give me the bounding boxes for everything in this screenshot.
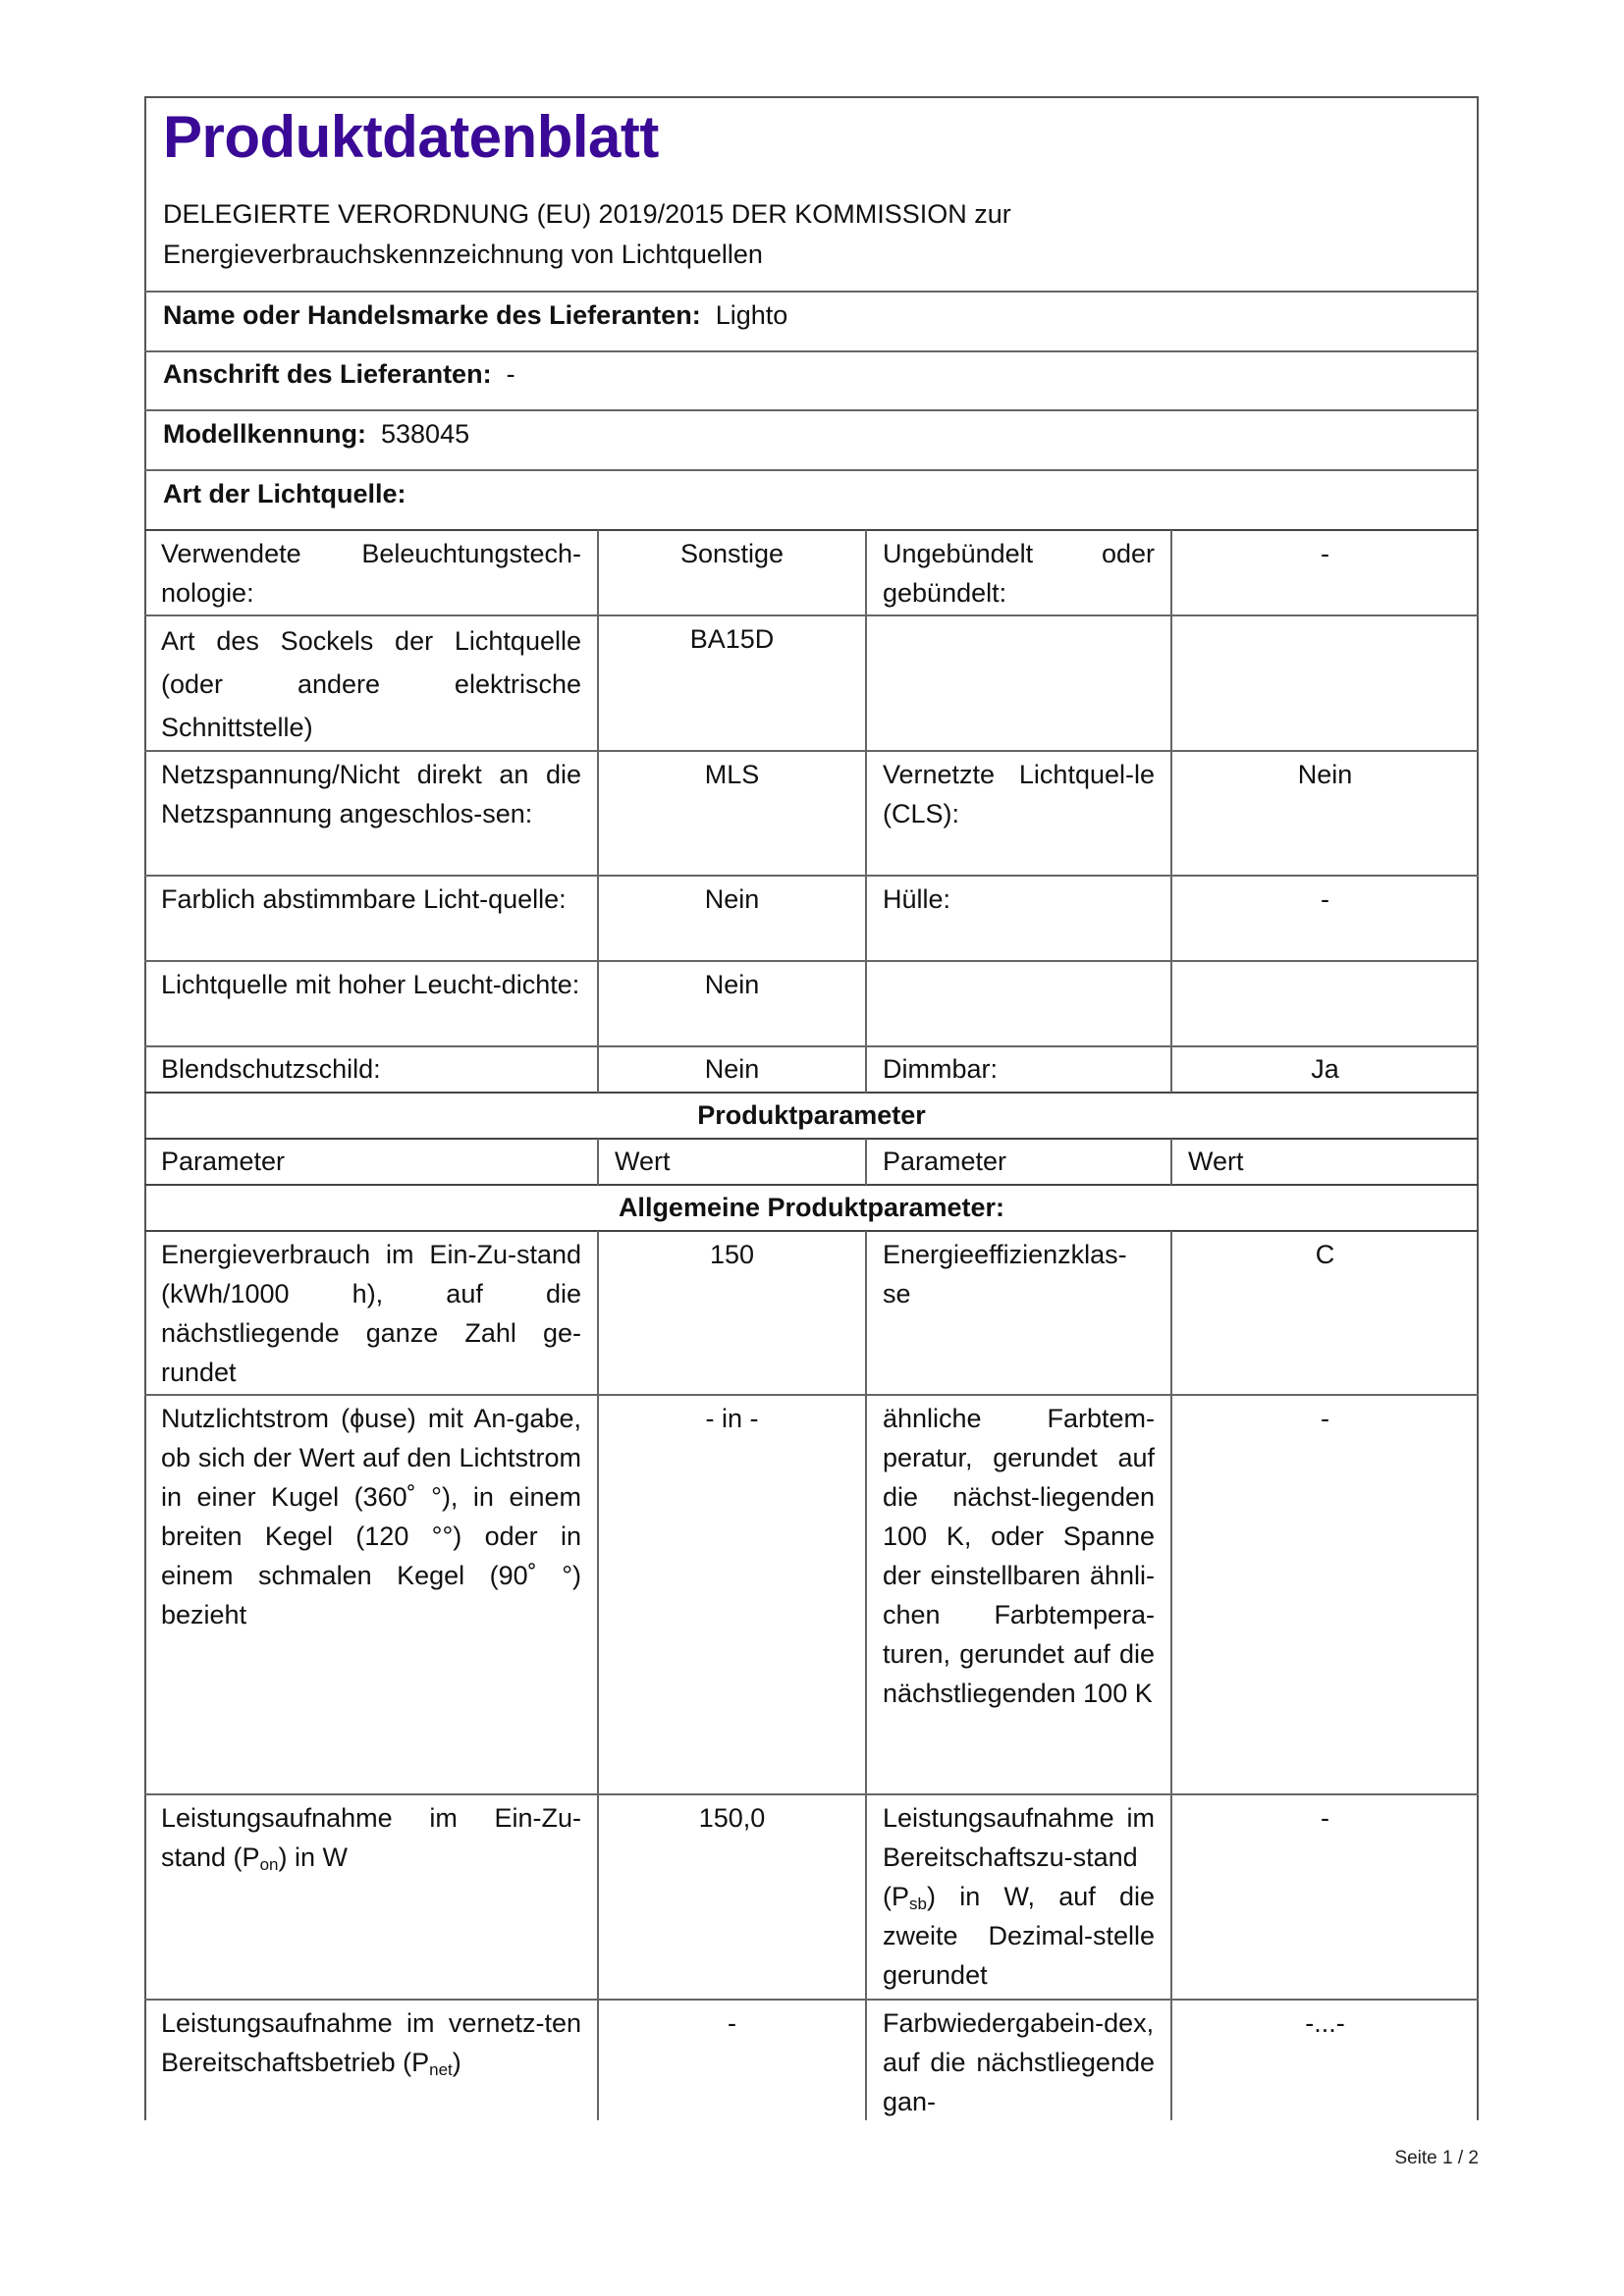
subtitle-line-2: Energieverbrauchskennzeichnung von Lichtquellen <box>163 240 763 269</box>
connected-light-source-label: Vernetzte Lichtquel-le (CLS): <box>883 760 1155 828</box>
lighting-technology-label: Verwendete Beleuchtungstech-nologie: <box>161 539 581 608</box>
envelope-value: - <box>1321 884 1329 914</box>
supplier-name-value: Lighto <box>715 300 788 330</box>
networked-standby-power-label-text: Leistungsaufnahme im vernetz-ten Bereitschaftsbetrieb (P <box>161 2008 581 2077</box>
supplier-address-label: Anschrift des Lieferanten: <box>163 359 492 389</box>
networked-standby-power-label-suffix: ) <box>452 2048 461 2077</box>
socket-type-value: BA15D <box>689 624 775 654</box>
dimmable-label: Dimmbar: <box>883 1054 999 1084</box>
supplier-name-row <box>163 295 787 335</box>
supplier-name-label: Name oder Handelsmarke des Lieferanten: <box>163 300 701 330</box>
useful-luminous-flux-label: Nutzlichtstrom (ϕuse) mit An-gabe, ob sich der Wert auf den Lichtstrom in einer Kugel (360˚ °), in einem breiten Kegel (120 °°) oder in einem schmalen Kegel (90˚ °) bezieht <box>161 1404 581 1629</box>
divider <box>144 1793 1479 1795</box>
general-parameters-banner: Allgemeine Produktparameter: <box>618 1193 1005 1222</box>
header-parameter-1: Parameter <box>161 1147 286 1176</box>
supplier-address-value: - <box>506 359 515 389</box>
divider <box>144 960 1479 962</box>
light-source-type-label: Art der Lichtquelle: <box>163 479 406 508</box>
divider <box>144 614 1479 616</box>
on-mode-power-subscript: on <box>259 1855 279 1874</box>
divider <box>144 1230 1479 1232</box>
header-parameter-2: Parameter <box>883 1147 1007 1176</box>
anti-glare-value: Nein <box>704 1054 760 1084</box>
on-mode-power-label-suffix: ) in W <box>278 1842 348 1872</box>
high-luminance-label: Lichtquelle mit hoher Leucht-dichte: <box>161 970 580 999</box>
networked-standby-power-label <box>144 2003 598 2082</box>
color-temperature-value: - <box>1321 1404 1329 1433</box>
divider <box>144 1999 1479 2001</box>
divider <box>144 1394 1479 1396</box>
energy-class-label: Energieeffizienzklas-se <box>883 1240 1127 1308</box>
product-parameters-banner: Produktparameter <box>697 1100 926 1130</box>
anti-glare-label: Blendschutzschild: <box>161 1054 381 1084</box>
connected-light-source-value: Nein <box>1297 760 1353 789</box>
divider <box>144 875 1479 877</box>
on-mode-power-value: 150,0 <box>698 1803 766 1833</box>
dimmable-value: Ja <box>1311 1054 1339 1084</box>
light-source-type-row <box>163 474 406 513</box>
socket-type-label: Art des Sockels der Lichtquelle (oder andere elektrische Schnittstelle) <box>161 626 581 742</box>
subtitle-line-1: DELEGIERTE VERORDNUNG (EU) 2019/2015 DER KOMMISSION zur <box>163 199 1011 229</box>
color-tunable-value: Nein <box>704 884 760 914</box>
regulation-subtitle <box>163 194 1459 275</box>
divider <box>144 1138 1479 1140</box>
color-rendering-index-value: -...- <box>1305 2008 1345 2038</box>
header-value-2: Wert <box>1188 1147 1244 1176</box>
on-mode-power-label-text: Leistungsaufnahme im Ein-Zu-stand (P <box>161 1803 581 1872</box>
page-number: Seite 1 / 2 <box>1394 2148 1479 2168</box>
supplier-address-row <box>163 354 515 394</box>
standby-power-subscript: sb <box>909 1895 927 1913</box>
divider <box>144 750 1479 752</box>
envelope-label: Hülle: <box>883 884 951 914</box>
divider <box>144 529 1479 531</box>
energy-class-value: C <box>1315 1240 1335 1269</box>
header-value-1: Wert <box>615 1147 671 1176</box>
divider <box>144 1184 1479 1186</box>
color-rendering-index-label: Farbwiedergabein-dex, auf die nächstliegende gan- <box>883 2008 1155 2116</box>
mains-voltage-label: Netzspannung/Nicht direkt an die Netzspannung angeschlos-sen: <box>161 760 581 828</box>
useful-luminous-flux-value: - in - <box>705 1404 759 1433</box>
standby-power-label-suffix: ) in W, auf die zweite Dezimal-stelle gerundet <box>883 1882 1155 1990</box>
standby-power-value: - <box>1321 1803 1329 1833</box>
page-title: Produktdatenblatt <box>163 104 659 170</box>
lighting-technology-value: Sonstige <box>679 539 785 568</box>
divider <box>144 291 1479 293</box>
divider <box>144 469 1479 471</box>
networked-standby-power-value: - <box>728 2008 736 2038</box>
divider <box>144 1045 1479 1047</box>
directional-value: - <box>1321 539 1329 568</box>
energy-consumption-value: 150 <box>709 1240 755 1269</box>
energy-consumption-label: Energieverbrauch im Ein-Zu-stand (kWh/1000 h), auf die nächstliegende ganze Zahl ge-rundet <box>161 1240 581 1387</box>
divider <box>144 1092 1479 1094</box>
divider <box>144 350 1479 352</box>
model-id-value: 538045 <box>381 419 470 449</box>
high-luminance-value: Nein <box>704 970 760 999</box>
networked-standby-power-subscript: net <box>429 2060 453 2079</box>
model-id-row <box>163 414 469 454</box>
divider <box>144 409 1479 411</box>
model-id-label: Modellkennung: <box>163 419 366 449</box>
standby-power-label-text: Leistungsaufnahme im Bereitschaftszu-stand (P <box>883 1803 1155 1911</box>
mains-voltage-value: MLS <box>704 760 760 789</box>
directional-label: Ungebündelt oder gebündelt: <box>883 539 1155 608</box>
color-temperature-label: ähnliche Farbtem-peratur, gerundet auf die nächst-liegenden 100 K, oder Spanne der einstellbaren ähnli-chen Farbtempera-turen, gerundet auf die nächstliegenden 100 K <box>883 1404 1155 1708</box>
standby-power-label <box>866 1798 1171 1995</box>
on-mode-power-label <box>144 1798 598 1877</box>
color-tunable-label: Farblich abstimmbare Licht-quelle: <box>161 884 567 914</box>
